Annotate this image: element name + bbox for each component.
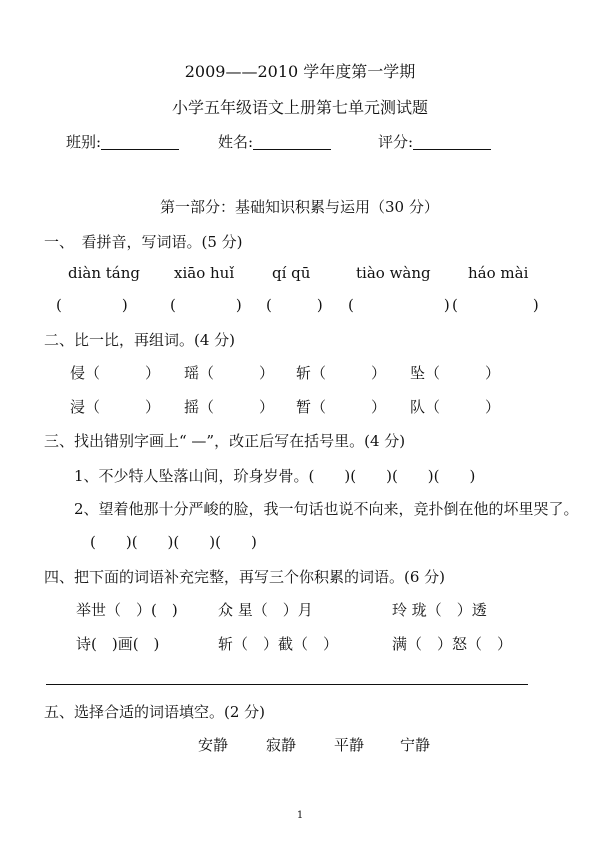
compare-item[interactable]: 队（ ） <box>410 398 501 416</box>
word-option: 平静 <box>334 736 365 754</box>
name-field <box>218 134 331 150</box>
q2-heading: 二、比一比，再组词。(4 分) <box>44 331 236 349</box>
idiom-item[interactable]: 满（ ）怒（ ） <box>392 635 513 653</box>
q3-sentence-1: 1、不少特人坠落山间，玠身岁骨。( )( )( )( ) <box>74 467 476 485</box>
q1-heading: 一、 看拼音，写词语。(5 分) <box>44 233 243 251</box>
idiom-item[interactable]: 举世（ ）( ) <box>76 601 178 619</box>
score-field <box>378 134 491 150</box>
q4-heading: 四、把下面的词语补充完整，再写三个你积累的词语。(6 分) <box>44 568 446 586</box>
name-label: 姓名: <box>218 133 254 151</box>
q3-sentence-2: 2、望着他那十分严峻的脸，我一句话也说不向来，竞扑倒在他的坏里哭了。 <box>74 500 579 518</box>
idiom-item[interactable]: 玲 珑（ ）透 <box>392 601 487 619</box>
idiom-item[interactable]: 诗( )画( ) <box>76 635 160 653</box>
word-option: 安静 <box>198 736 229 754</box>
answer-line[interactable] <box>46 684 528 685</box>
class-field <box>66 134 179 150</box>
pinyin-item: qí qū <box>272 264 311 282</box>
compare-item[interactable]: 摇（ ） <box>184 398 275 416</box>
score-blank[interactable] <box>413 134 491 150</box>
compare-item[interactable]: 斩（ ） <box>296 364 387 382</box>
compare-item[interactable]: 坠（ ） <box>410 364 501 382</box>
q3-heading: 三、找出错别字画上“ —”，改正后写在括号里。(4 分) <box>44 432 406 450</box>
answer-bracket[interactable]: ( ) <box>348 296 450 314</box>
word-option: 寂静 <box>266 736 297 754</box>
class-label: 班别: <box>66 133 102 151</box>
answer-bracket[interactable]: ( ) <box>170 296 242 314</box>
q5-heading: 五、选择合适的词语填空。(2 分) <box>44 703 266 721</box>
pinyin-item: háo mài <box>468 264 529 282</box>
pinyin-item: diàn táng <box>68 264 141 282</box>
idiom-item[interactable]: 众 星（ ）月 <box>218 601 313 619</box>
part-title: 第一部分：基础知识积累与运用（30 分） <box>160 198 439 216</box>
name-blank[interactable] <box>253 134 331 150</box>
score-label: 评分: <box>378 133 414 151</box>
page-number: 1 <box>296 810 304 821</box>
q3-sentence-2-brackets[interactable]: ( )( )( )( ) <box>90 533 257 551</box>
word-option: 宁静 <box>400 736 431 754</box>
class-blank[interactable] <box>101 134 179 150</box>
pinyin-item: tiào wàng <box>356 264 431 282</box>
page-title: 小学五年级语文上册第七单元测试题 <box>171 98 428 117</box>
compare-item[interactable]: 暂（ ） <box>296 398 387 416</box>
pinyin-item: xiāo huǐ <box>174 264 235 282</box>
answer-bracket[interactable]: ( ) <box>266 296 323 314</box>
compare-item[interactable]: 浸（ ） <box>70 398 161 416</box>
idiom-item[interactable]: 斩（ ）截（ ） <box>218 635 339 653</box>
answer-bracket[interactable]: ( ) <box>452 296 539 314</box>
compare-item[interactable]: 侵（ ） <box>70 364 161 382</box>
year-line: 2009——2010 学年度第一学期 <box>184 62 416 81</box>
answer-bracket[interactable]: ( ) <box>56 296 128 314</box>
compare-item[interactable]: 瑶（ ） <box>184 364 275 382</box>
